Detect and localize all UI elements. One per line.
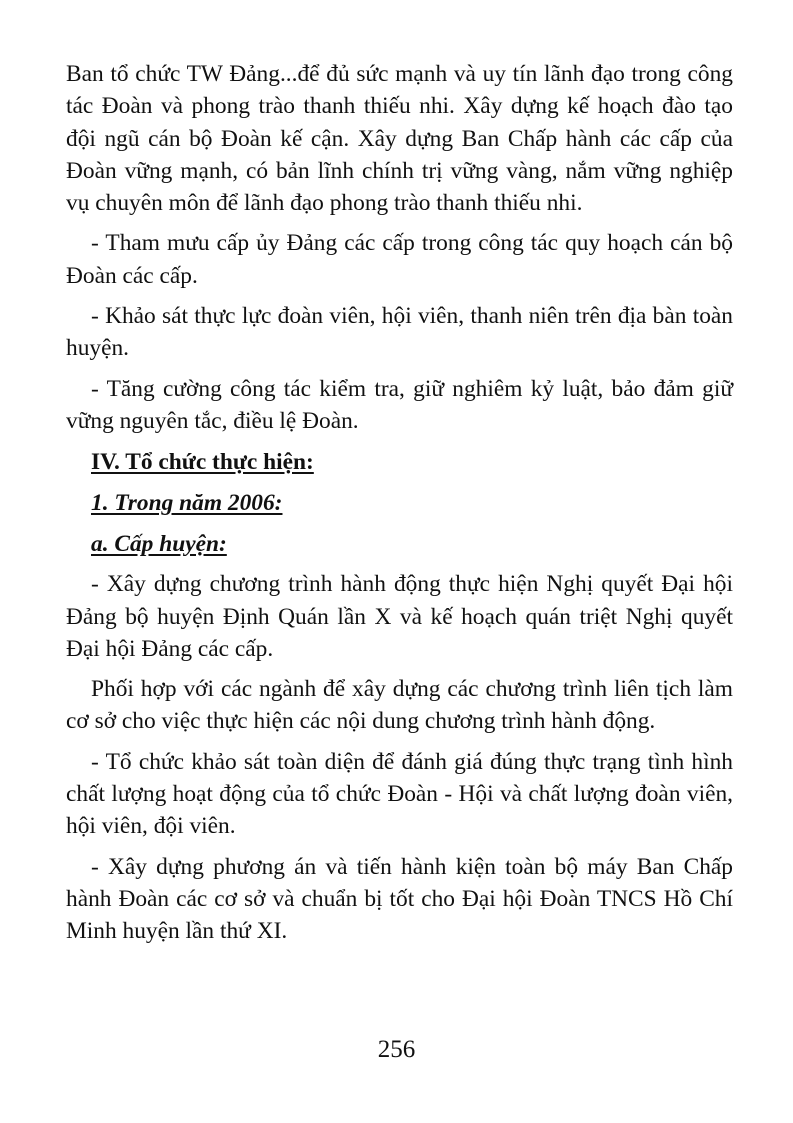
section-heading-wrapper — [66, 446, 733, 478]
paragraph-item-3: - Tăng cường công tác kiểm tra, giữ nghiêm kỷ luật, bảo đảm giữ vững nguyên tắc, điều lệ Đoàn. — [66, 375, 733, 434]
paragraph-item-2: - Khảo sát thực lực đoàn viên, hội viên, thanh niên trên địa bàn toàn huyện. — [66, 303, 733, 362]
level-heading: a. Cấp huyện: — [91, 531, 227, 558]
year-heading: 1. Trong năm 2006: — [91, 490, 283, 517]
document-page — [66, 58, 733, 948]
paragraph-item-1: - Tham mưu cấp ủy Đảng các cấp trong công tác quy hoạch cán bộ Đoàn các cấp. — [66, 230, 733, 289]
level-heading-wrapper — [66, 528, 733, 560]
paragraph-item-6: - Tổ chức khảo sát toàn diện để đánh giá đúng thực trạng tình hình chất lượng hoạt động của tổ chức Đoàn - Hội và chất lượng đoàn viên, hội viên, đội viên. — [66, 748, 733, 840]
page-number: 256 — [377, 1036, 416, 1063]
paragraph-item-4: - Xây dựng chương trình hành động thực hiện Nghị quyết Đại hội Đảng bộ huyện Định Quán lần X và kế hoạch quán triệt Nghị quyết Đại hội Đảng các cấp. — [66, 571, 733, 662]
paragraph-item-5: Phối hợp với các ngành để xây dựng các chương trình liên tịch làm cơ sở cho việc thực hiện các nội dung chương trình hành động. — [66, 676, 733, 735]
section-heading: IV. Tổ chức thực hiện: — [91, 449, 314, 476]
paragraph-item-7: - Xây dựng phương án và tiến hành kiện toàn bộ máy Ban Chấp hành Đoàn các cơ sở và chuẩn bị tốt cho Đại hội Đoàn TNCS Hồ Chí Minh huyện lần thứ XI. — [66, 853, 733, 945]
year-heading-wrapper — [66, 487, 733, 519]
paragraph-intro: Ban tổ chức TW Đảng...để đủ sức mạnh và uy tín lãnh đạo trong công tác Đoàn và phong trào thanh thiếu nhi. Xây dựng kế hoạch đào tạo đội ngũ cán bộ Đoàn kế cận. Xây dựng Ban Chấp hành các cấp của Đoàn vững mạnh, có bản lĩnh chính trị vững vàng, nắm vững nghiệp vụ chuyên môn để lãnh đạo phong trào thanh thiếu nhi. — [66, 61, 733, 217]
